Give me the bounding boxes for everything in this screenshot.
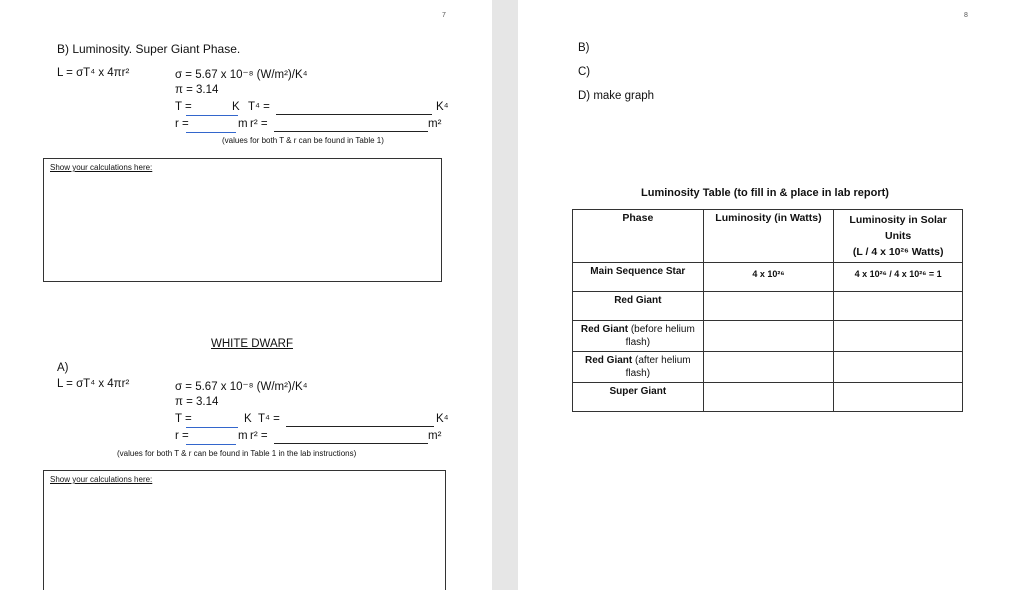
item-c: C) bbox=[578, 66, 591, 78]
white-dwarf-temperature-blank[interactable] bbox=[186, 427, 238, 428]
table-row bbox=[573, 292, 963, 321]
luminosity-formula: L = σT⁴ x 4πr² bbox=[57, 67, 130, 79]
header-solar-units-line2: (L / 4 x 10²⁶ Watts) bbox=[852, 246, 944, 258]
calculation-label: Show your calculations here: bbox=[50, 163, 153, 172]
page-number: 7 bbox=[442, 12, 446, 19]
phase-cell bbox=[573, 321, 704, 352]
table-header-row bbox=[573, 210, 963, 263]
luminosity-cell[interactable] bbox=[703, 321, 834, 352]
phase-cell bbox=[573, 383, 704, 412]
white-dwarf-meter-unit: m bbox=[238, 430, 248, 442]
white-dwarf-formula: L = σT⁴ x 4πr² bbox=[57, 378, 130, 390]
white-dwarf-meter-squared-unit: m² bbox=[428, 430, 442, 442]
header-solar-units bbox=[834, 210, 963, 263]
section-heading-white-dwarf: WHITE DWARF bbox=[211, 338, 293, 350]
white-dwarf-item-letter: A) bbox=[57, 362, 69, 374]
white-dwarf-radius-squared-label: r² = bbox=[250, 430, 268, 442]
solar-units-cell[interactable]: 4 x 10²⁶ / 4 x 10²⁶ = 1 bbox=[834, 263, 963, 292]
phase-name: Red Giant bbox=[580, 324, 629, 335]
temperature-label: T = bbox=[175, 101, 192, 113]
header-luminosity-watts: Luminosity (in Watts) bbox=[703, 210, 834, 263]
phase-detail: (before helium flash) bbox=[625, 324, 695, 348]
table-row bbox=[573, 352, 963, 383]
temperature-fourth-label: T⁴ = bbox=[248, 101, 270, 113]
phase-name: Super Giant bbox=[609, 386, 667, 397]
radius-input-blank[interactable] bbox=[186, 132, 236, 133]
item-b: B) bbox=[578, 42, 590, 54]
solar-units-cell[interactable] bbox=[834, 383, 963, 412]
kelvin-fourth-unit: K⁴ bbox=[436, 101, 449, 113]
luminosity-cell[interactable] bbox=[703, 383, 834, 412]
kelvin-unit: K bbox=[232, 101, 240, 113]
document-page-8 bbox=[518, 0, 1024, 590]
document-page-7 bbox=[0, 0, 492, 590]
luminosity-cell[interactable] bbox=[703, 292, 834, 321]
sigma-constant: σ = 5.67 x 10⁻⁸ (W/m²)/K⁴ bbox=[175, 69, 308, 81]
phase-name: Red Giant bbox=[585, 355, 633, 366]
phase-detail: (after helium flash) bbox=[625, 355, 691, 379]
meter-unit: m bbox=[238, 118, 248, 130]
table-row bbox=[573, 263, 963, 292]
phase-cell bbox=[573, 263, 704, 292]
section-heading-super-giant: B) Luminosity. Super Giant Phase. bbox=[57, 42, 241, 56]
white-dwarf-reference-note: (values for both T & r can be found in Table 1 in the lab instructions) bbox=[117, 449, 357, 458]
luminosity-cell[interactable]: 4 x 10²⁶ bbox=[703, 263, 834, 292]
luminosity-cell[interactable] bbox=[703, 352, 834, 383]
calculation-box-white-dwarf[interactable] bbox=[43, 470, 446, 590]
radius-label: r = bbox=[175, 118, 189, 130]
white-dwarf-radius-label: r = bbox=[175, 430, 189, 442]
header-phase: Phase bbox=[573, 210, 704, 263]
solar-units-cell[interactable] bbox=[834, 321, 963, 352]
white-dwarf-radius-blank[interactable] bbox=[186, 444, 236, 445]
table-row bbox=[573, 321, 963, 352]
calculation-box-super-giant[interactable] bbox=[43, 158, 442, 282]
page-number: 8 bbox=[964, 12, 968, 19]
white-dwarf-kelvin-unit: K bbox=[244, 413, 252, 425]
white-dwarf-pi: π = 3.14 bbox=[175, 396, 219, 408]
white-dwarf-temperature-label: T = bbox=[175, 413, 192, 425]
phase-name: Red Giant bbox=[614, 295, 662, 306]
white-dwarf-calculation-label: Show your calculations here: bbox=[50, 475, 153, 484]
radius-squared-blank[interactable] bbox=[274, 131, 428, 132]
white-dwarf-sigma: σ = 5.67 x 10⁻⁸ (W/m²)/K⁴ bbox=[175, 381, 308, 393]
white-dwarf-temperature-fourth-blank[interactable] bbox=[286, 426, 434, 427]
white-dwarf-temperature-fourth-label: T⁴ = bbox=[258, 413, 280, 425]
header-solar-units-line1: Luminosity in Solar Units bbox=[849, 214, 947, 242]
phase-cell bbox=[573, 352, 704, 383]
phase-cell bbox=[573, 292, 704, 321]
temperature-fourth-blank[interactable] bbox=[276, 114, 432, 115]
solar-units-cell[interactable] bbox=[834, 292, 963, 321]
table-reference-note: (values for both T & r can be found in Table 1) bbox=[222, 136, 384, 145]
temperature-input-blank[interactable] bbox=[186, 115, 238, 116]
item-d-make-graph: D) make graph bbox=[578, 90, 655, 102]
pi-constant: π = 3.14 bbox=[175, 84, 219, 96]
white-dwarf-radius-squared-blank[interactable] bbox=[274, 443, 428, 444]
luminosity-table bbox=[572, 209, 963, 412]
solar-units-cell[interactable] bbox=[834, 352, 963, 383]
meter-squared-unit: m² bbox=[428, 118, 442, 130]
table-row bbox=[573, 383, 963, 412]
radius-squared-label: r² = bbox=[250, 118, 268, 130]
phase-name: Main Sequence Star bbox=[590, 266, 686, 277]
white-dwarf-kelvin-fourth-unit: K⁴ bbox=[436, 413, 449, 425]
luminosity-table-title: Luminosity Table (to fill in & place in lab report) bbox=[641, 187, 889, 199]
